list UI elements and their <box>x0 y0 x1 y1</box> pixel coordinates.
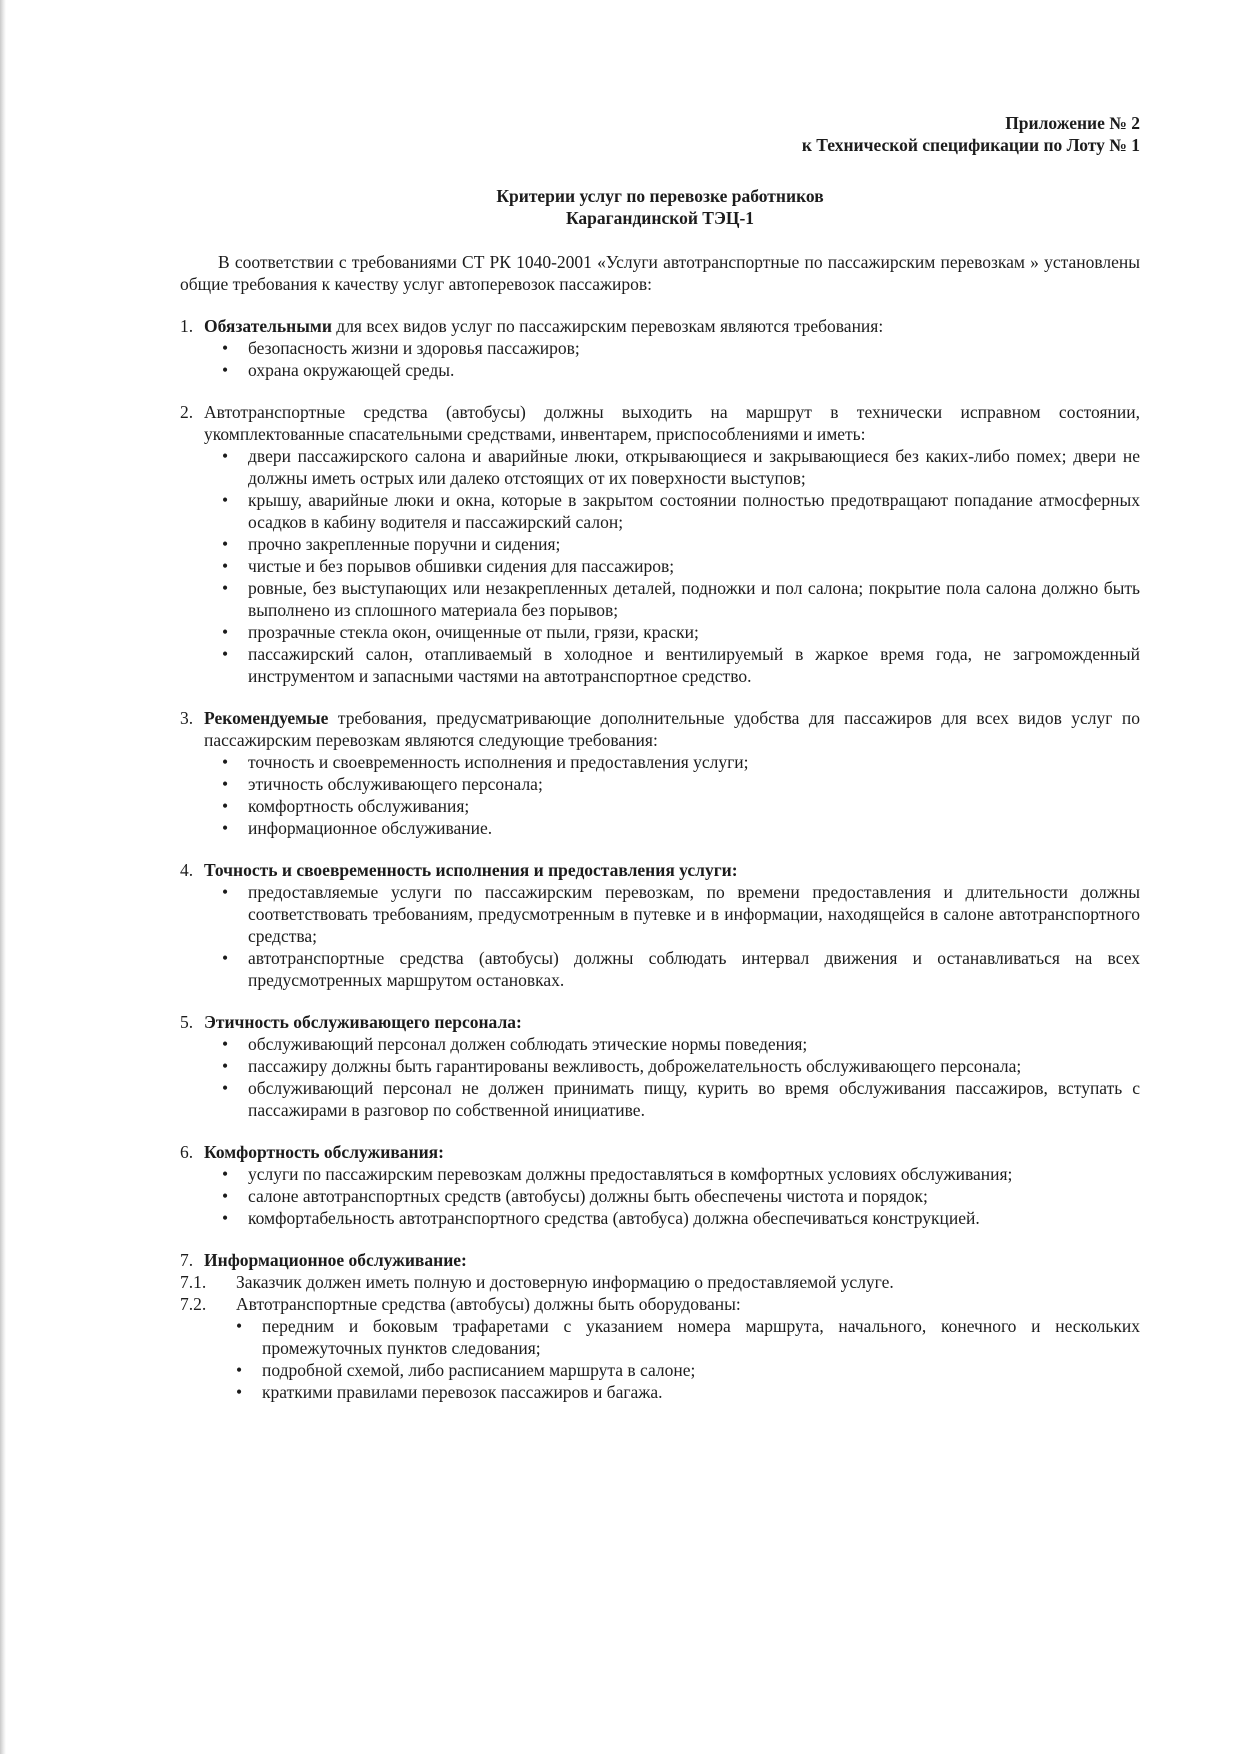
appendix-reference: к Технической спецификации по Лоту № 1 <box>801 135 1140 155</box>
bullet-icon: • <box>222 534 229 554</box>
list-item-text: двери пассажирского салона и аварийные люки, открывающиеся и закрывающиеся без каких-либо помех; двери не должны иметь острых или далеко отстоящих от их поверхности выступов; <box>248 446 1140 488</box>
intro-paragraph: В соответствии с требованиями СТ РК 1040-2001 «Услуги автотранспортные по пассажирским перевозкам » установлены общие требования к качеству услуг автоперевозок пассажиров: <box>180 252 1140 294</box>
section-heading: Этичность обслуживающего персонала: <box>204 1012 522 1032</box>
bullet-icon: • <box>222 1034 229 1054</box>
list-item <box>204 555 1140 577</box>
document-title <box>180 185 1140 229</box>
bullet-icon: • <box>236 1360 243 1380</box>
list-item <box>204 751 1140 773</box>
section-heading: Точность и своевременность исполнения и предоставления услуги: <box>204 860 738 880</box>
section-number: 7. <box>180 1250 194 1270</box>
subsection-7-1 <box>180 1271 1140 1293</box>
section-heading: Обязательными <box>204 316 332 336</box>
list-item-text: чистые и без порывов обшивки сидения для пассажиров; <box>248 556 675 576</box>
list-item-text: охрана окружающей среды. <box>248 360 455 380</box>
list-item <box>204 359 1140 381</box>
list-item-text: комфортность обслуживания; <box>248 796 470 816</box>
list-item-text: краткими правилами перевозок пассажиров и багажа. <box>262 1382 663 1402</box>
list-item <box>204 533 1140 555</box>
list-item <box>204 795 1140 817</box>
list-item <box>204 947 1140 991</box>
section-6 <box>180 1141 1140 1229</box>
list-item-text: информационное обслуживание. <box>248 818 493 838</box>
list-item-text: этичность обслуживающего персонала; <box>248 774 543 794</box>
list-item-text: комфортабельность автотранспортного средства (автобуса) должна обеспечиваться конструкцией. <box>248 1208 980 1228</box>
list-item <box>204 643 1140 687</box>
subsection-text: Автотранспортные средства (автобусы) должны быть оборудованы: <box>236 1294 741 1314</box>
bullet-icon: • <box>222 556 229 576</box>
document-page <box>180 112 1140 1403</box>
section-number: 5. <box>180 1012 194 1032</box>
bullet-icon: • <box>222 796 229 816</box>
section-3 <box>180 707 1140 839</box>
section-number: 2. <box>180 402 194 422</box>
bullet-icon: • <box>222 774 229 794</box>
list-item-text: услуги по пассажирским перевозкам должны предоставляться в комфортных условиях обслуживания; <box>248 1164 1013 1184</box>
list-item <box>218 1315 1140 1359</box>
list-item <box>204 1033 1140 1055</box>
bullet-icon: • <box>222 1164 229 1184</box>
list-item <box>204 817 1140 839</box>
list-item <box>204 773 1140 795</box>
bullet-icon: • <box>222 1056 229 1076</box>
subsection-number: 7.2. <box>180 1294 207 1314</box>
list-item-text: обслуживающий персонал не должен принимать пищу, курить во время обслуживания пассажиров, вступать с пассажирами в разговор по собственной инициативе. <box>248 1078 1140 1120</box>
list-item-text: точность и своевременность исполнения и предоставления услуги; <box>248 752 749 772</box>
list-item <box>204 489 1140 533</box>
section-heading: Рекомендуемые <box>204 708 329 728</box>
list-item-text: салоне автотранспортных средств (автобусы) должны быть обеспечены чистота и порядок; <box>248 1186 928 1206</box>
list-item <box>204 881 1140 947</box>
title-line-1: Критерии услуг по перевозке работников <box>496 186 824 206</box>
section-number: 1. <box>180 316 194 336</box>
section-heading: Комфортность обслуживания: <box>204 1142 444 1162</box>
list-item <box>204 1163 1140 1185</box>
bullet-list <box>204 1163 1140 1229</box>
section-5 <box>180 1011 1140 1121</box>
section-text: для всех видов услуг по пассажирским перевозкам являются требования: <box>331 316 884 336</box>
list-item-text: автотранспортные средства (автобусы) должны соблюдать интервал движения и останавливаться на всех предусмотренных маршрутом остановках. <box>248 948 1140 990</box>
list-item <box>204 1207 1140 1229</box>
section-intro <box>204 1011 1140 1033</box>
sections-container <box>180 315 1140 1229</box>
title-line-2: Карагандинской ТЭЦ-1 <box>565 208 755 228</box>
list-item-text: предоставляемые услуги по пассажирским перевозкам, по времени предоставления и длительности должны соответствовать требованиям, предусмотренным в путевке и в информации, находящейся в салоне автотранспортного средства; <box>248 882 1140 946</box>
list-item-text: прочно закрепленные поручни и сидения; <box>248 534 561 554</box>
list-item <box>204 621 1140 643</box>
list-item <box>204 1077 1140 1121</box>
bullet-list <box>204 1315 1140 1403</box>
list-item <box>204 1185 1140 1207</box>
section-7 <box>180 1249 1140 1403</box>
appendix-number: Приложение № 2 <box>1005 113 1140 133</box>
bullet-icon: • <box>222 644 229 664</box>
bullet-list <box>204 881 1140 991</box>
section-1 <box>180 315 1140 381</box>
bullet-icon: • <box>222 490 229 510</box>
list-item-text: пассажирский салон, отапливаемый в холодное и вентилируемый в жаркое время года, не загроможденный инструментом и запасными частями на автотранспортное средство. <box>248 644 1140 686</box>
bullet-icon: • <box>236 1382 243 1402</box>
list-item-text: прозрачные стекла окон, очищенные от пыли, грязи, краски; <box>248 622 699 642</box>
scan-edge <box>0 0 6 1754</box>
bullet-icon: • <box>222 622 229 642</box>
section-number: 4. <box>180 860 194 880</box>
list-item-text: подробной схемой, либо расписанием маршрута в салоне; <box>262 1360 696 1380</box>
bullet-icon: • <box>222 360 229 380</box>
bullet-list <box>204 445 1140 687</box>
bullet-icon: • <box>222 338 229 358</box>
subsection-text: Заказчик должен иметь полную и достоверную информацию о предоставляемой услуге. <box>236 1272 894 1292</box>
section-number: 6. <box>180 1142 194 1162</box>
section-intro <box>204 859 1140 881</box>
list-item <box>204 337 1140 359</box>
bullet-icon: • <box>222 1078 229 1098</box>
bullet-icon: • <box>222 1186 229 1206</box>
list-item-text: ровные, без выступающих или незакрепленных деталей, подножки и пол салона; покрытие пола салона должно быть выполнено из сплошного материала без порывов; <box>248 578 1140 620</box>
section-2 <box>180 401 1140 687</box>
bullet-icon: • <box>222 578 229 598</box>
list-item-text: безопасность жизни и здоровья пассажиров; <box>248 338 580 358</box>
section-heading: Информационное обслуживание: <box>204 1250 467 1270</box>
subsection-7-2 <box>180 1293 1140 1315</box>
list-item <box>204 577 1140 621</box>
bullet-list <box>204 751 1140 839</box>
bullet-icon: • <box>222 446 229 466</box>
list-item <box>204 445 1140 489</box>
bullet-icon: • <box>222 1208 229 1228</box>
list-item-text: обслуживающий персонал должен соблюдать этические нормы поведения; <box>248 1034 808 1054</box>
appendix-header <box>180 112 1140 156</box>
list-item <box>218 1359 1140 1381</box>
section-intro <box>204 707 1140 751</box>
section-text: Автотранспортные средства (автобусы) должны выходить на маршрут в технически исправном состоянии, укомплектованные спасательными средствами, инвентарем, приспособлениями и иметь: <box>204 402 1140 444</box>
section-number: 3. <box>180 708 194 728</box>
section-intro <box>204 401 1140 445</box>
list-item <box>204 1055 1140 1077</box>
section-intro <box>204 1141 1140 1163</box>
bullet-icon: • <box>236 1316 243 1336</box>
bullet-list <box>204 337 1140 381</box>
bullet-icon: • <box>222 818 229 838</box>
section-intro <box>204 315 1140 337</box>
subsection-number: 7.1. <box>180 1272 207 1292</box>
bullet-icon: • <box>222 948 229 968</box>
list-item-text: передним и боковым трафаретами с указанием номера маршрута, начального, конечного и нескольких промежуточных пунктов следования; <box>262 1316 1140 1358</box>
list-item <box>218 1381 1140 1403</box>
bullet-icon: • <box>222 752 229 772</box>
bullet-icon: • <box>222 882 229 902</box>
bullet-list <box>204 1033 1140 1121</box>
list-item-text: пассажиру должны быть гарантированы вежливость, доброжелательность обслуживающего персонала; <box>248 1056 1022 1076</box>
section-4 <box>180 859 1140 991</box>
section-text: требования, предусматривающие дополнительные удобства для пассажиров для всех видов услуг по пассажирским перевозкам являются следующие требования: <box>204 708 1140 750</box>
list-item-text: крышу, аварийные люки и окна, которые в закрытом состоянии полностью предотвращают попадание атмосферных осадков в кабину водителя и пассажирский салон; <box>248 490 1140 532</box>
